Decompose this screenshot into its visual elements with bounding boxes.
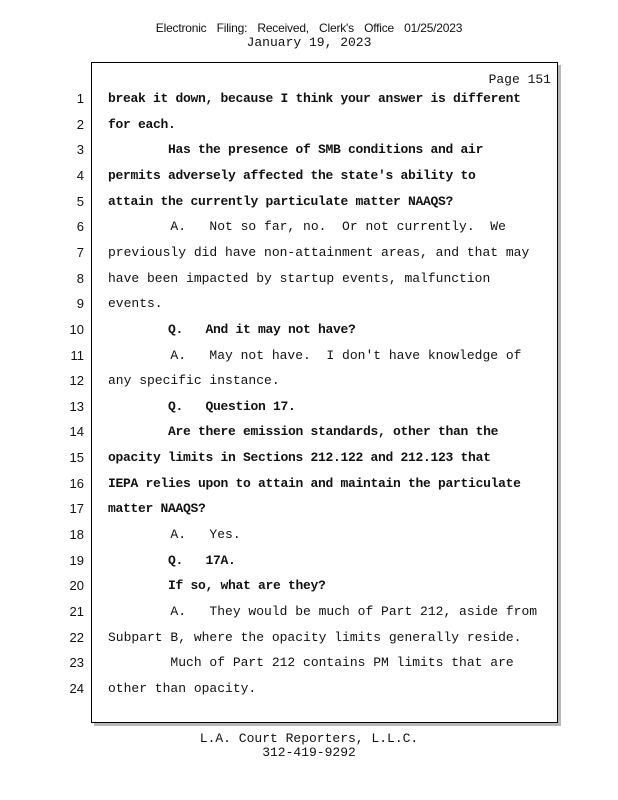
transcript-line [0, 553, 618, 579]
line-number: 16 [69, 475, 84, 491]
line-number: 17 [69, 501, 84, 517]
transcript-line [0, 245, 618, 271]
line-number: 3 [76, 142, 84, 158]
transcript-line [0, 578, 618, 604]
transcript-line [0, 424, 618, 450]
transcript-line [0, 117, 618, 143]
transcript-line [0, 681, 618, 707]
line-text: previously did have non-attainment areas, and that may [108, 244, 530, 260]
line-text: other than opacity. [108, 680, 257, 696]
line-text: matter NAAQS? [108, 501, 206, 517]
line-text: Q. Question 17. [108, 398, 296, 414]
transcript-line [0, 296, 618, 322]
footer [0, 732, 618, 760]
line-number: 23 [69, 655, 84, 671]
line-text: Q. 17A. [108, 552, 236, 568]
line-number: 5 [76, 193, 84, 209]
transcript-line [0, 142, 618, 168]
transcript-line [0, 373, 618, 399]
line-text: attain the currently particulate matter NAAQS? [108, 193, 454, 209]
line-text: A. They would be much of Part 212, aside from [108, 604, 538, 619]
line-number: 15 [69, 450, 84, 466]
line-text: Are there emission standards, other than the [108, 424, 499, 440]
line-number: 6 [76, 219, 84, 235]
transcript-line [0, 604, 618, 630]
transcript-line [0, 322, 618, 348]
line-text: Has the presence of SMB conditions and air [108, 142, 484, 158]
line-text: have been impacted by startup events, malfunction [108, 270, 491, 286]
transcript-line [0, 219, 618, 245]
transcript-line [0, 476, 618, 502]
transcript-date: January 19, 2023 [246, 35, 372, 50]
reporter-company: L.A. Court Reporters, L.L.C. [199, 731, 419, 746]
line-number: 7 [76, 244, 84, 260]
line-number: 11 [70, 347, 84, 363]
line-number: 9 [76, 296, 84, 312]
line-number: 24 [69, 680, 84, 696]
line-text: for each. [108, 116, 176, 132]
line-number: 19 [69, 552, 84, 568]
line-text: Q. And it may not have? [108, 321, 356, 337]
line-number: 14 [69, 424, 84, 440]
line-text: A. May not have. I don't have knowledge of [108, 347, 522, 363]
line-number: 2 [76, 116, 84, 132]
line-text: IEPA relies upon to attain and maintain the particulate [108, 475, 521, 491]
line-number: 13 [69, 398, 84, 414]
line-number: 4 [76, 167, 84, 183]
line-text: permits adversely affected the state's ability to [108, 167, 476, 183]
transcript-line [0, 168, 618, 194]
transcript-line [0, 655, 618, 681]
page-number: Page 151 [488, 72, 551, 87]
transcript-line [0, 271, 618, 297]
line-text: Much of Part 212 contains PM limits that are [108, 655, 514, 671]
line-text: break it down, because I think your answer is different [108, 91, 521, 106]
line-number: 10 [69, 321, 84, 337]
line-number: 20 [69, 578, 84, 594]
line-text: A. Not so far, no. Or not currently. We [108, 219, 506, 235]
transcript-line [0, 630, 618, 656]
transcript-line [0, 450, 618, 476]
transcript-line [0, 399, 618, 425]
transcript-line [0, 194, 618, 220]
reporter-phone: 312-419-9292 [262, 745, 356, 760]
line-text: any specific instance. [108, 373, 280, 389]
filing-stamp: Electronic Filing: Received, Clerk's Office 01/25/2023 [155, 21, 463, 35]
transcript-line [0, 527, 618, 553]
line-number: 12 [69, 373, 84, 389]
line-number: 22 [69, 629, 84, 645]
line-number: 8 [76, 270, 84, 286]
line-text: A. Yes. [108, 527, 241, 543]
transcript-line [0, 348, 618, 374]
line-text: events. [108, 296, 163, 312]
transcript-line [0, 501, 618, 527]
line-number: 1 [76, 91, 84, 106]
line-number: 21 [69, 604, 84, 619]
line-number: 18 [69, 527, 84, 543]
transcript-line [0, 91, 618, 117]
line-text: Subpart B, where the opacity limits generally reside. [108, 629, 522, 645]
line-text: If so, what are they? [108, 578, 326, 594]
line-text: opacity limits in Sections 212.122 and 212.123 that [108, 450, 491, 466]
